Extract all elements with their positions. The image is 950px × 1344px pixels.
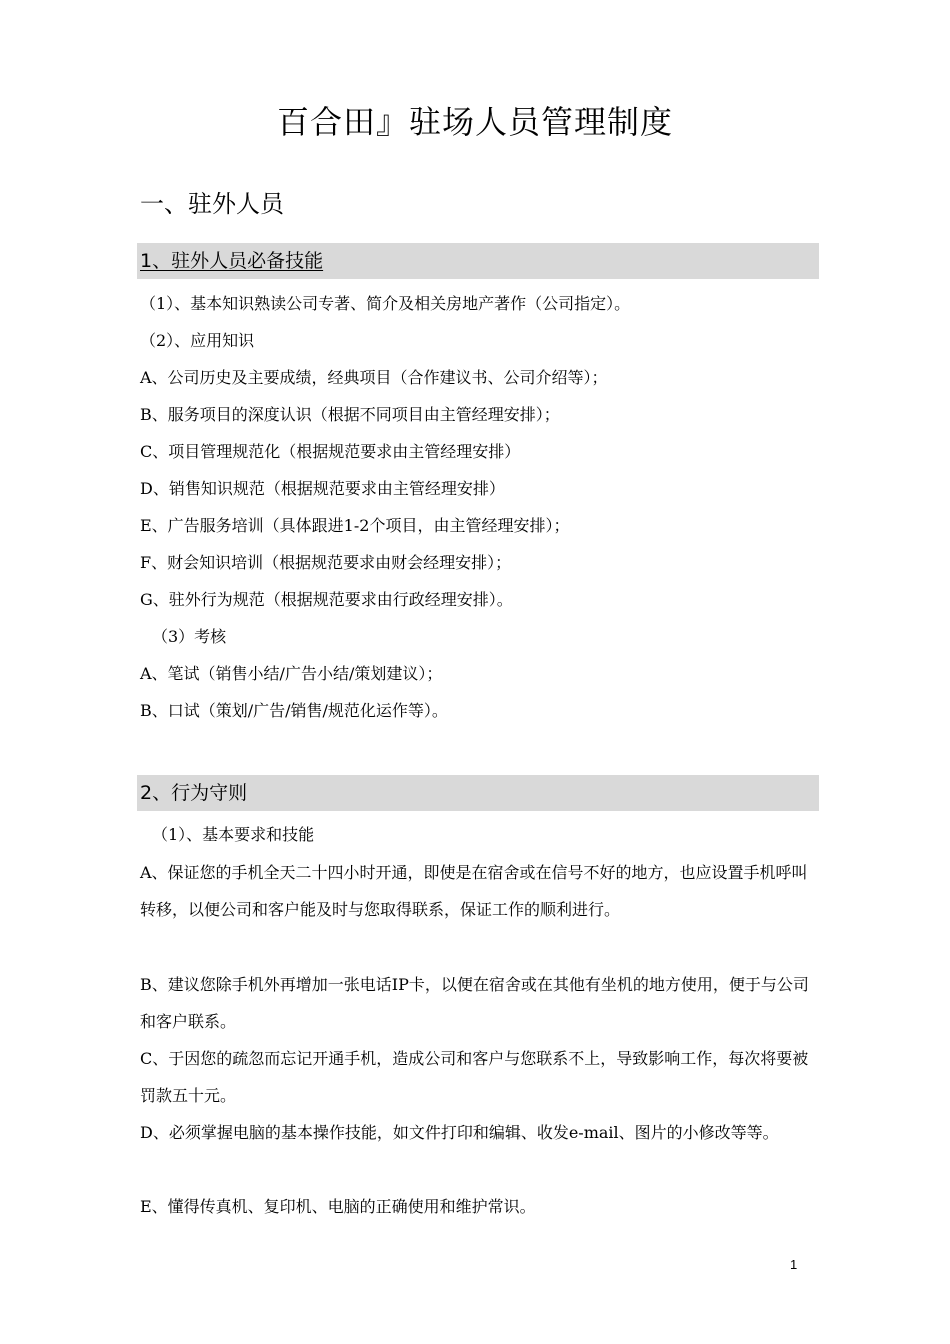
subsection-heading-bar-2 [137,775,819,811]
subsection-heading-bar-1 [137,243,819,279]
text-line: D、销售知识规范（根据规范要求由主管经理安排） [140,479,505,498]
text-line: A、公司历史及主要成绩，经典项目（合作建议书、公司介绍等）； [140,368,608,387]
section-heading-one: 一、驻外人员 [140,190,284,218]
document-title: 百合田』驻场人员管理制度 [276,103,673,141]
paragraph: B、建议您除手机外再增加一张电话IP卡，以便在宿舍或在其他有坐机的地方使用，便于与公司和客户联系。 [140,975,809,1031]
paragraph: E、懂得传真机、复印机、电脑的正确使用和维护常识。 [140,1197,536,1216]
text-line: C、项目管理规范化（根据规范要求由主管经理安排） [140,442,521,461]
text-line: B、口试（策划/广告/销售/规范化运作等）。 [140,701,448,720]
text-line: B、服务项目的深度认识（根据不同项目由主管经理安排）； [140,405,560,424]
text-line: F、财会知识培训（根据规范要求由财会经理安排）； [140,553,512,572]
paragraph: A、保证您的手机全天二十四小时开通，即使是在宿舍或在信号不好的地方，也应设置手机呼叫转移，以便公司和客户能及时与您取得联系，保证工作的顺利进行。 [140,863,808,919]
text-line: （2）、应用知识 [140,331,255,350]
text-line: （1）、基本要求和技能 [152,825,315,844]
text-line: E、广告服务培训（具体跟进1-2个项目，由主管经理安排）； [140,516,570,535]
text-line: （3）考核 [152,627,227,646]
text-line: （1）、基本知识熟读公司专著、简介及相关房地产著作（公司指定）。 [140,294,631,313]
paragraph: C、于因您的疏忽而忘记开通手机，造成公司和客户与您联系不上，导致影响工作，每次将要被罚款五十元。 [140,1049,809,1105]
subsection-heading-2: 2、行为守则 [140,782,248,804]
text-line: A、笔试（销售小结/广告小结/策划建议）； [140,664,443,683]
subsection-heading-1: 1、驻外人员必备技能 [140,250,324,272]
text-line: G、驻外行为规范（根据规范要求由行政经理安排）。 [140,590,513,609]
page-number: 1 [790,1257,798,1272]
paragraph: D、必须掌握电脑的基本操作技能，如文件打印和编辑、收发e-mail、图片的小修改等等。 [140,1123,779,1142]
